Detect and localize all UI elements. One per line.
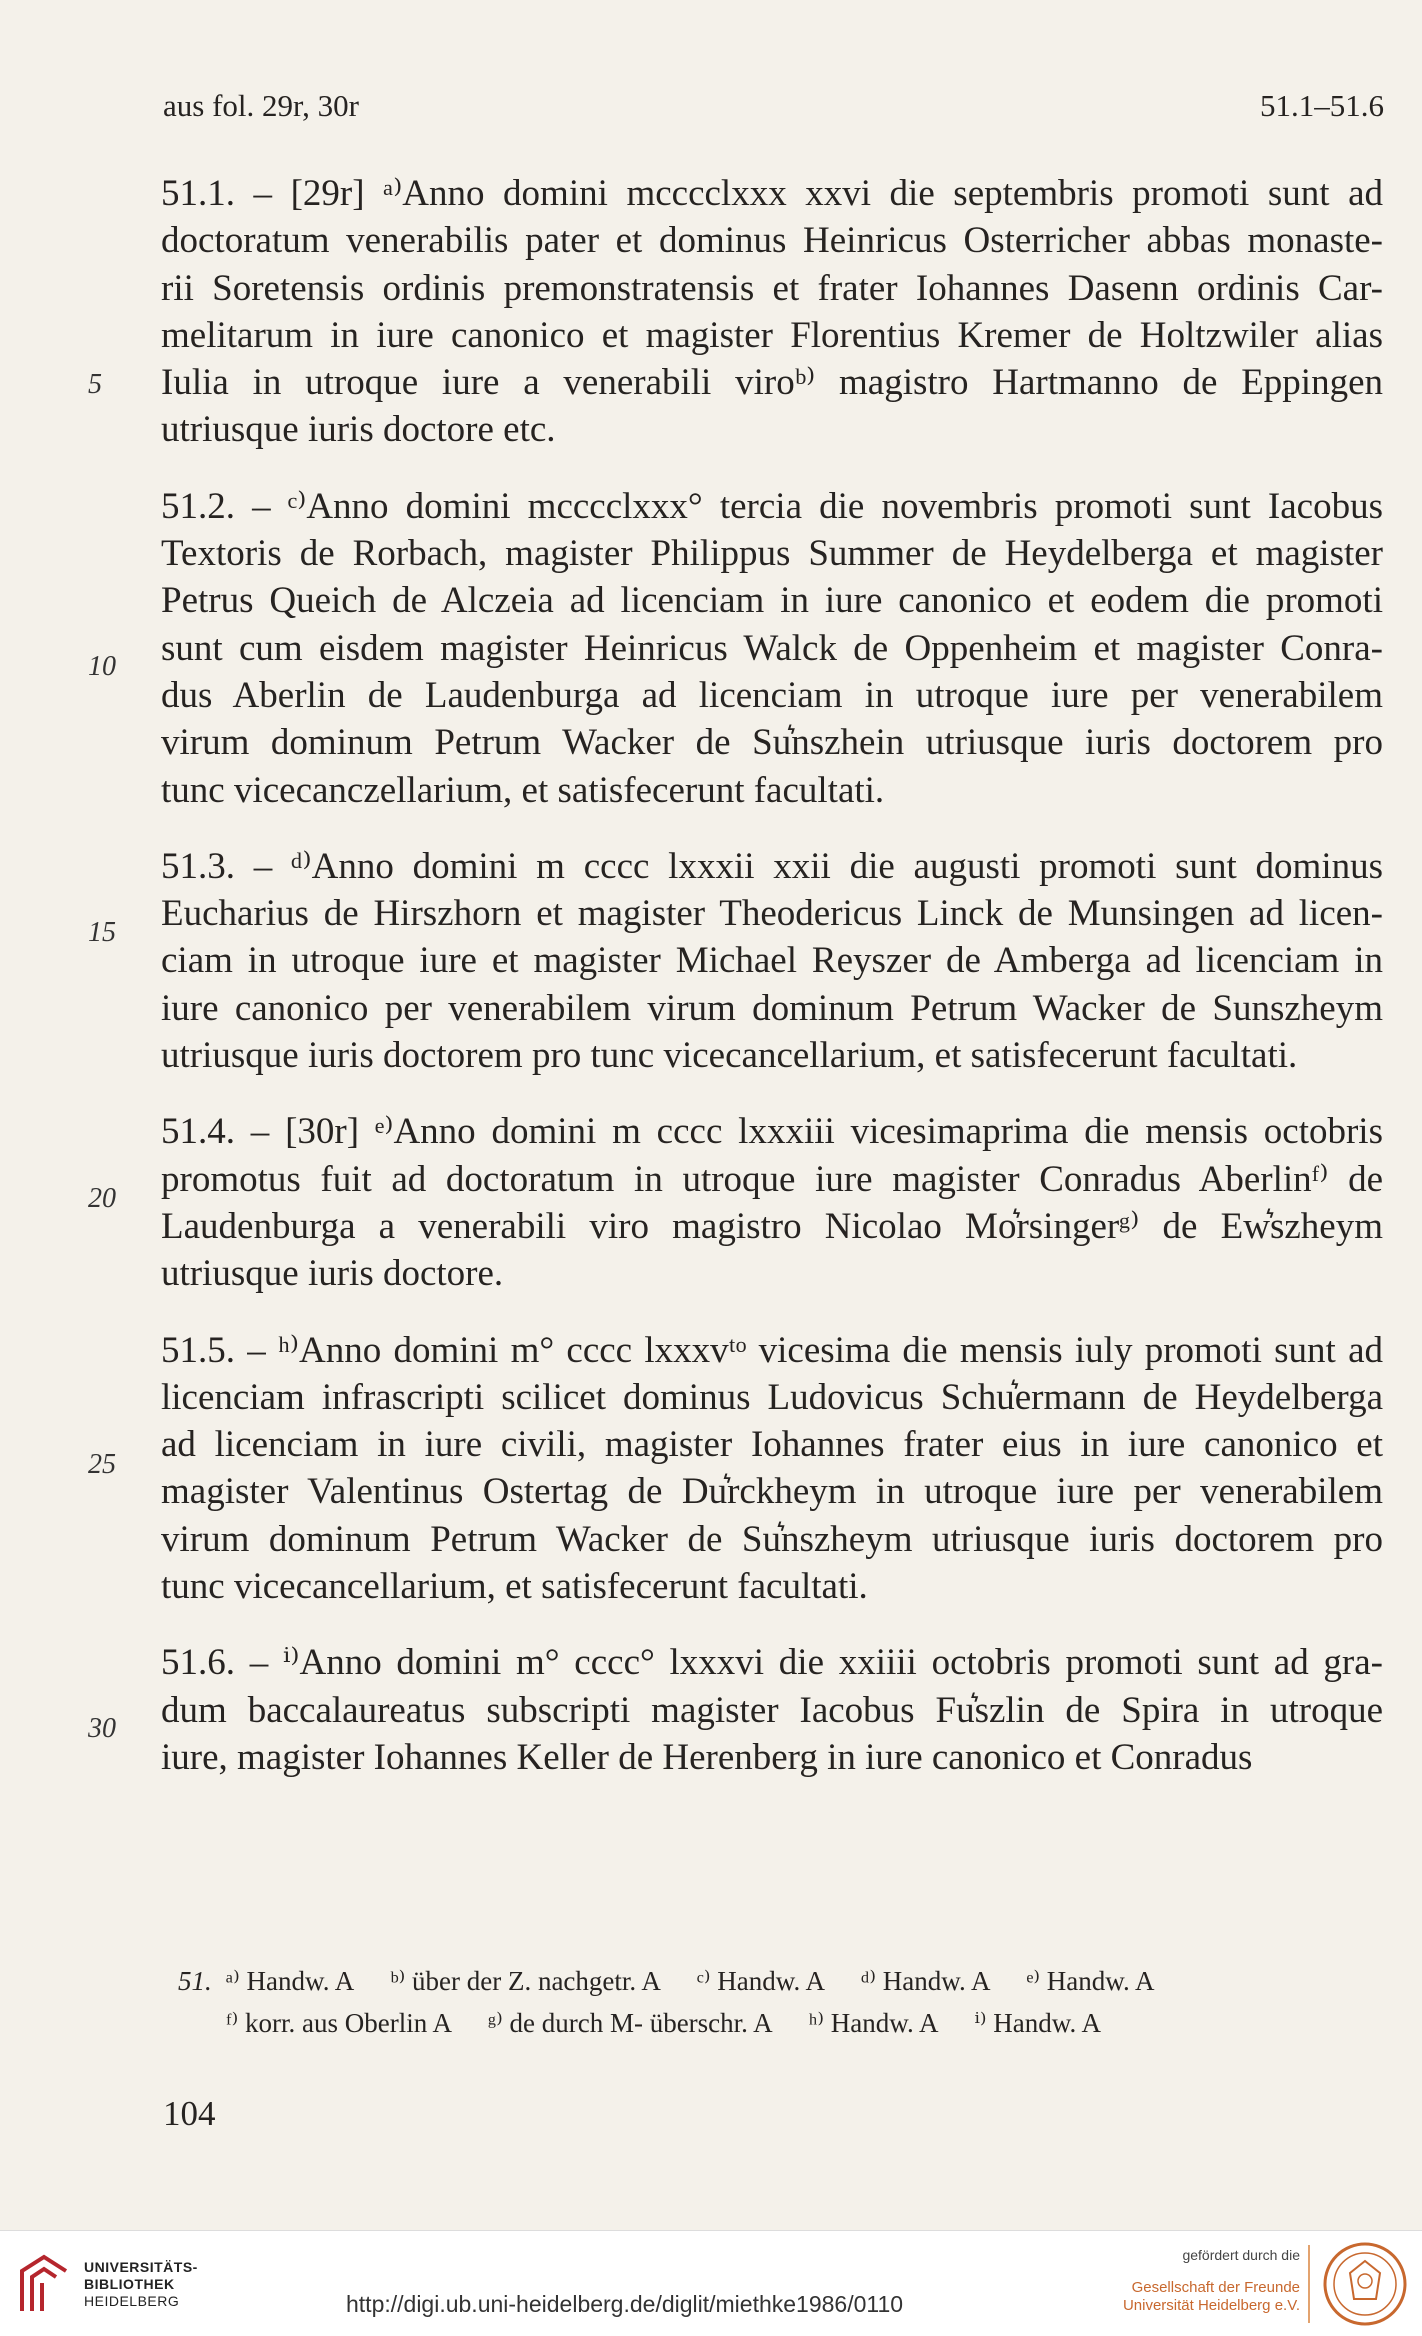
text-line: utriusque iuris doctorem pro tunc vicecancellarium, et satisfecerunt facultati.: [161, 1035, 1298, 1077]
line-number: 20: [88, 1183, 116, 1214]
text-line: rii Soretensis ordinis premonstratensis et frater Iohannes Dasenn ordinis Car-: [161, 267, 1383, 309]
paragraph: [161, 1327, 1383, 1611]
viewer-footer: [0, 2230, 1422, 2336]
text-line: ciam in utroque iure et magister Michael Reyszer de Amberga ad licenciam in: [161, 940, 1383, 982]
text-line: 51.3. – ᵈ⁾Anno domini m cccc lxxxii xxii die augusti promoti sunt dominus: [161, 845, 1383, 887]
footnote-f: ᶠ⁾ korr. aus Oberlin A: [226, 2008, 452, 2038]
text-line: Textoris de Rorbach, magister Philippus Summer de Heydelberga et magister: [161, 533, 1383, 575]
footer-divider: [1308, 2245, 1310, 2323]
line-number: 10: [88, 651, 116, 682]
text-line: virum dominum Petrum Wacker de Su͛nszhein utriusque iuris doctorem pro: [161, 722, 1383, 764]
edition-text: [161, 170, 1383, 1810]
text-line: dum baccalaureatus subscripti magister Iacobus Fu͛szlin de Spira in utroque: [161, 1689, 1383, 1731]
footnote-c: ᶜ⁾ Handw. A: [696, 1966, 825, 1996]
paragraph: [161, 170, 1383, 454]
text-line: iure canonico per venerabilem virum dominum Petrum Wacker de Sunszheym: [161, 987, 1383, 1029]
text-line: 51.6. – ⁱ⁾Anno domini m° cccc° lxxxvi die xxiiii octobris promoti sunt ad gra-: [161, 1642, 1383, 1684]
university-seal-icon[interactable]: [1322, 2241, 1408, 2327]
library-logo-icon[interactable]: [14, 2249, 74, 2319]
text-line: Laudenburga a venerabili viro magistro Nicolao Mo͛rsingerᵍ⁾ de Ew͛szheym: [161, 1205, 1383, 1247]
footnote-e: ᵉ⁾ Handw. A: [1026, 1966, 1155, 1996]
sponsor-name-line2: Universität Heidelberg e.V.: [1122, 2297, 1300, 2314]
text-line: tunc vicecanczellarium, et satisfecerunt facultati.: [161, 769, 885, 811]
page-number: 104: [163, 2094, 216, 2133]
text-line: utriusque iuris doctore etc.: [161, 409, 556, 451]
footnote-row: [178, 2002, 1388, 2044]
line-number: 5: [88, 369, 102, 400]
text-line: melitarum in iure canonico et magister Florentius Kremer de Holtzwiler alias: [161, 314, 1383, 356]
text-line: sunt cum eisdem magister Heinricus Walck de Oppenheim et magister Conra-: [161, 627, 1383, 669]
footnote-h: ʰ⁾ Handw. A: [808, 2008, 939, 2038]
line-number: 15: [88, 917, 116, 948]
text-line: 51.4. – [30r] ᵉ⁾Anno domini m cccc lxxxiii vicesimaprima die mensis octobris: [161, 1111, 1383, 1153]
text-line: utriusque iuris doctore.: [161, 1253, 504, 1295]
text-line: ad licenciam in iure civili, magister Iohannes frater eius in iure canonico et: [161, 1424, 1383, 1466]
footnote-d: ᵈ⁾ Handw. A: [860, 1966, 991, 1996]
footnotes: [178, 1960, 1388, 2044]
sponsor-block[interactable]: [1123, 2247, 1300, 2315]
text-line: virum dominum Petrum Wacker de Su͛nszheym utriusque iuris doctorem pro: [161, 1518, 1383, 1560]
sponsor-intro: gefördert durch die: [1182, 2247, 1300, 2263]
footnote-row: [178, 1960, 1388, 2002]
text-line: promotus fuit ad doctoratum in utroque iure magister Conradus Aberlinᶠ⁾ de: [161, 1158, 1383, 1200]
text-line: Petrus Queich de Alczeia ad licenciam in iure canonico et eodem die promoti: [161, 580, 1383, 622]
text-line: magister Valentinus Ostertag de Du͛rckheym in utroque iure per venerabilem: [161, 1471, 1383, 1513]
library-name[interactable]: UNIVERSITÄTS- BIBLIOTHEK HEIDELBERG: [84, 2259, 198, 2309]
text-line: iure, magister Iohannes Keller de Herenberg in iure canonico et Conradus: [161, 1736, 1253, 1778]
text-line: Eucharius de Hirszhorn et magister Theodericus Linck de Munsingen ad licen-: [161, 893, 1383, 935]
text-line: 51.5. – ʰ⁾Anno domini m° cccc lxxxvᵗᵒ vicesima die mensis iuly promoti sunt ad: [161, 1329, 1383, 1371]
text-line: 51.2. – ᶜ⁾Anno domini mcccclxxx° tercia die novembris promoti sunt Iacobus: [161, 485, 1383, 527]
line-number: 25: [88, 1449, 116, 1480]
running-header-right: 51.1–51.6: [1260, 88, 1384, 123]
footnote-g: ᵍ⁾ de durch M- überschr. A: [487, 2008, 773, 2038]
text-line: licenciam infrascripti scilicet dominus Ludovicus Schu͛ermann de Heydelberga: [161, 1376, 1383, 1418]
line-number: 30: [88, 1713, 116, 1744]
footnote-label: 51.: [178, 1966, 212, 1996]
footnote-b: ᵇ⁾ über der Z. nachgetr. A: [390, 1966, 661, 1996]
text-line: Iulia in utroque iure a venerabili viroᵇ⁾ magistro Hartmanno de Eppingen: [161, 362, 1383, 404]
permalink-url[interactable]: http://digi.ub.uni-heidelberg.de/diglit/miethke1986/0110: [346, 2291, 904, 2317]
footnote-a: ᵃ⁾ Handw. A: [225, 1966, 355, 1996]
text-line: doctoratum venerabilis pater et dominus Heinricus Osterricher abbas monaste-: [161, 220, 1383, 262]
paragraph: [161, 843, 1383, 1079]
paragraph: [161, 1108, 1383, 1297]
paragraph: [161, 1639, 1383, 1781]
text-line: dus Aberlin de Laudenburga ad licenciam in utroque iure per venerabilem: [161, 674, 1383, 716]
sponsor-name-line1: Gesellschaft der Freunde: [1131, 2279, 1300, 2296]
text-line: 51.1. – [29r] ᵃ⁾Anno domini mcccclxxx xxvi die septembris promoti sunt ad: [161, 173, 1383, 214]
footnote-i: ⁱ⁾ Handw. A: [974, 2008, 1102, 2038]
text-line: tunc vicecancellarium, et satisfecerunt facultati.: [161, 1566, 868, 1608]
running-header-left: aus fol. 29r, 30r: [163, 88, 359, 123]
paragraph: [161, 483, 1383, 814]
